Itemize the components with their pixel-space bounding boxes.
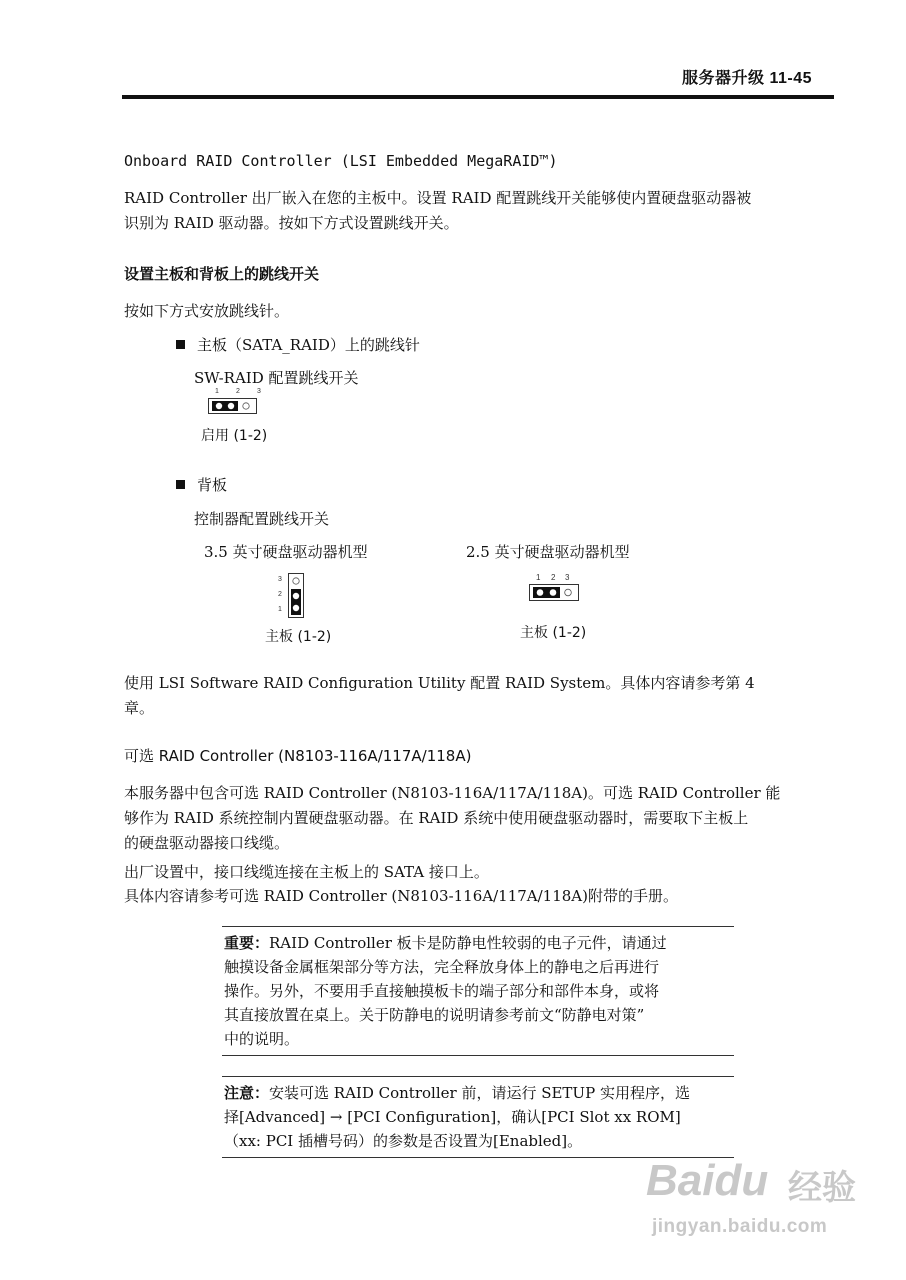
header-rule xyxy=(122,95,834,99)
bullet-square-icon xyxy=(176,340,185,349)
important-line: 中的说明。 xyxy=(224,1030,300,1048)
notice-box xyxy=(222,1076,734,1158)
pin-label-2: 2 xyxy=(278,591,282,598)
watermark-bai: Bai xyxy=(646,1156,715,1205)
important-line: 操作。另外，不要用手直接触摸板卡的端子部分和部件本身，或将 xyxy=(224,982,660,1000)
pin-label-3: 3 xyxy=(565,573,570,582)
pin-label-1: 1 xyxy=(215,388,219,395)
watermark-cn: 经验 xyxy=(788,1168,856,1208)
sw-raid-jumper-icon xyxy=(208,398,258,415)
utility-paragraph xyxy=(124,671,755,721)
pin-label-1: 1 xyxy=(536,573,541,582)
pin-label-3: 3 xyxy=(257,388,261,395)
backplane-3-5-jumper-icon xyxy=(288,573,305,619)
section-title-jumpers: 设置主板和背板上的跳线开关 xyxy=(124,265,320,283)
jumper-intro: 按如下方式安放跳线针。 xyxy=(124,302,290,320)
caption-mainboard-right: 主板 (1-2) xyxy=(520,625,587,641)
bullet-square-icon xyxy=(176,480,185,489)
pin-label-1: 1 xyxy=(278,606,282,613)
paragraph-line: 使用 LSI Software RAID Configuration Utility 配置 RAID System。具体内容请参考第 4 xyxy=(124,674,755,692)
important-text xyxy=(222,927,734,1055)
watermark-url: jingyan.baidu.com xyxy=(652,1216,828,1237)
page-header-title: 服务器升级 11-45 xyxy=(682,70,812,87)
caption-mainboard-left: 主板 (1-2) xyxy=(265,629,332,645)
section-title-onboard-raid: Onboard RAID Controller (LSI Embedded MegaRAID™) xyxy=(124,152,558,170)
enable-caption: 启用 (1-2) xyxy=(201,428,268,444)
notice-line: （xx: PCI 插槽号码）的参数是否设置为[Enabled]。 xyxy=(224,1132,583,1150)
section-title-optional-raid: 可选 RAID Controller (N8103-116A/117A/118A) xyxy=(124,747,472,765)
model-2-5-label: 2.5 英寸硬盘驱动器机型 xyxy=(466,543,630,561)
cable-paragraph xyxy=(124,860,678,908)
pin-label-2: 2 xyxy=(236,388,240,395)
watermark-du: du xyxy=(714,1156,769,1205)
paragraph-line: 够作为 RAID 系统控制内置硬盘驱动器。在 RAID 系统中使用硬盘驱动器时，需要取下主板上 xyxy=(124,809,749,827)
watermark-brand xyxy=(646,1156,768,1206)
paragraph-line: 的硬盘驱动器接口线缆。 xyxy=(124,834,290,852)
important-box xyxy=(222,926,734,1056)
paragraph-line: RAID Controller 出厂嵌入在您的主板中。设置 RAID 配置跳线开关能够使内置硬盘驱动器被 xyxy=(124,189,752,207)
model-3-5-label: 3.5 英寸硬盘驱动器机型 xyxy=(204,543,368,561)
optional-raid-paragraph xyxy=(124,781,780,856)
paragraph-line: 具体内容请参考可选 RAID Controller (N8103-116A/117A/118A)附带的手册。 xyxy=(124,887,678,905)
onboard-raid-paragraph xyxy=(124,186,751,236)
controller-config-label: 控制器配置跳线开关 xyxy=(194,510,330,528)
paragraph-line: 识别为 RAID 驱动器。按如下方式设置跳线开关。 xyxy=(124,214,459,232)
important-line: 触摸设备金属框架部分等方法，完全释放身体上的静电之后再进行 xyxy=(224,958,660,976)
bullet-backplane xyxy=(176,474,227,495)
bullet-mainboard xyxy=(176,334,420,355)
bullet-mainboard-label: 主板（SATA_RAID）上的跳线针 xyxy=(197,336,420,354)
paragraph-line: 出厂设置中，接口线缆连接在主板上的 SATA 接口上。 xyxy=(124,863,489,881)
notice-text xyxy=(222,1077,734,1157)
important-label: 重要： xyxy=(224,934,270,952)
notice-line: 安装可选 RAID Controller 前，请运行 SETUP 实用程序，选 xyxy=(269,1084,690,1102)
notice-label: 注意： xyxy=(224,1084,270,1102)
important-line: RAID Controller 板卡是防静电性较弱的电子元件，请通过 xyxy=(269,934,667,952)
sw-raid-label: SW-RAID 配置跳线开关 xyxy=(194,369,359,387)
pin-label-3: 3 xyxy=(278,576,282,583)
pin-label-2: 2 xyxy=(551,573,556,582)
important-line: 其直接放置在桌上。关于防静电的说明请参考前文“防静电对策” xyxy=(224,1006,645,1024)
bullet-backplane-label: 背板 xyxy=(197,476,228,494)
paragraph-line: 本服务器中包含可选 RAID Controller (N8103-116A/117A/118A)。可选 RAID Controller 能 xyxy=(124,784,781,802)
notice-line: 择[Advanced] → [PCI Configuration]，确认[PCI Slot xx ROM] xyxy=(224,1108,681,1126)
paragraph-line: 章。 xyxy=(124,699,155,717)
backplane-2-5-jumper-icon xyxy=(529,584,580,602)
